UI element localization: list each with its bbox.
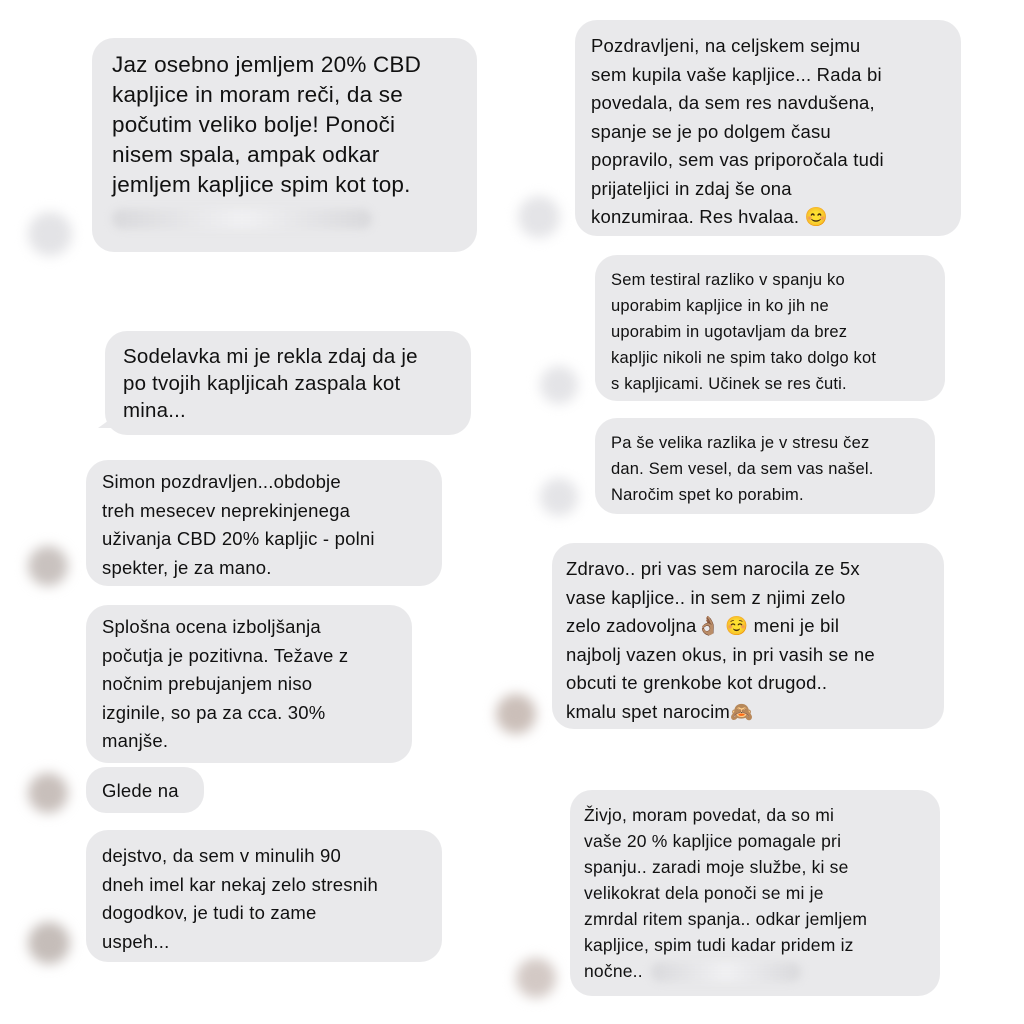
blurred-avatar <box>516 958 556 998</box>
message-text: Sodelavka mi je rekla zdaj da je po tvojih kapljicah zaspala kot mina... <box>123 345 418 422</box>
message-text: Živjo, moram povedat, da so mi vaše 20 % kapljice pomagale pri spanju.. zaradi moje službe, ki se velikokrat dela ponoči se mi je zmrdal ritem spanja.. odkar jemljem kapljice, spim tudi kadar pridem iz nočne.. <box>584 805 868 981</box>
blurred-name <box>112 209 372 229</box>
blurred-avatar <box>496 694 536 734</box>
blurred-avatar <box>28 773 68 813</box>
blurred-avatar <box>28 212 72 256</box>
message-text: Jaz osebno jemljem 20% CBD kapljice in moram reči, da se počutim veliko bolje! Ponoči nisem spala, ampak odkar jemljem kapljice spim kot top. <box>112 52 422 197</box>
message-text: Pozdravljeni, na celjskem sejmu sem kupila vaše kapljice... Rada bi povedala, da sem res navdušena, spanje se je po dolgem času popravilo, sem vas priporočala tudi prijateljici in zdaj še ona konzumiraa. Res hvalaa. 😊 <box>591 35 884 227</box>
message-bubble-7 <box>575 20 961 236</box>
message-bubble-8 <box>595 255 945 401</box>
message-bubble-9 <box>595 418 935 514</box>
blurred-avatar <box>518 196 560 238</box>
message-bubble-5 <box>86 767 204 813</box>
blurred-avatar <box>28 922 70 964</box>
message-text: Pa še velika razlika je v stresu čez dan. Sem vesel, da sem vas našel. Naročim spet ko porabim. <box>611 434 874 504</box>
message-bubble-11 <box>570 790 940 996</box>
message-text: Glede na <box>102 780 179 801</box>
message-bubble-4 <box>86 605 412 763</box>
message-bubble-6 <box>86 830 442 962</box>
message-text: Zdravo.. pri vas sem narocila ze 5x vase kapljice.. in sem z njimi zelo zelo zadovoljna👌🏽 ☺️ meni je bil najbolj vazen okus, in pri vasih se ne obcuti te grenkobe kot drugod.. kmalu spet narocim🙈 <box>566 558 875 722</box>
message-text: Splošna ocena izboljšanja počutja je pozitivna. Težave z nočnim prebujanjem niso izginile, so pa za cca. 30% manjše. <box>102 616 349 751</box>
blurred-avatar <box>540 478 578 516</box>
message-bubble-3 <box>86 460 442 586</box>
blurred-avatar <box>28 546 68 586</box>
message-bubble-10 <box>552 543 944 729</box>
blurred-name <box>651 962 801 982</box>
message-bubble-2 <box>105 331 471 435</box>
message-text: Sem testiral razliko v spanju ko uporabim kapljice in ko jih ne uporabim in ugotavljam da brez kapljic nikoli ne spim tako dolgo kot s kapljicami. Učinek se res čuti. <box>611 271 877 393</box>
blurred-avatar <box>540 366 578 404</box>
message-text: Simon pozdravljen...obdobje treh mesecev neprekinjenega uživanja CBD 20% kapljic - polni spekter, je za mano. <box>102 471 375 578</box>
message-bubble-1 <box>92 38 477 252</box>
message-text: dejstvo, da sem v minulih 90 dneh imel kar nekaj zelo stresnih dogodkov, je tudi to zame uspeh... <box>102 845 379 952</box>
